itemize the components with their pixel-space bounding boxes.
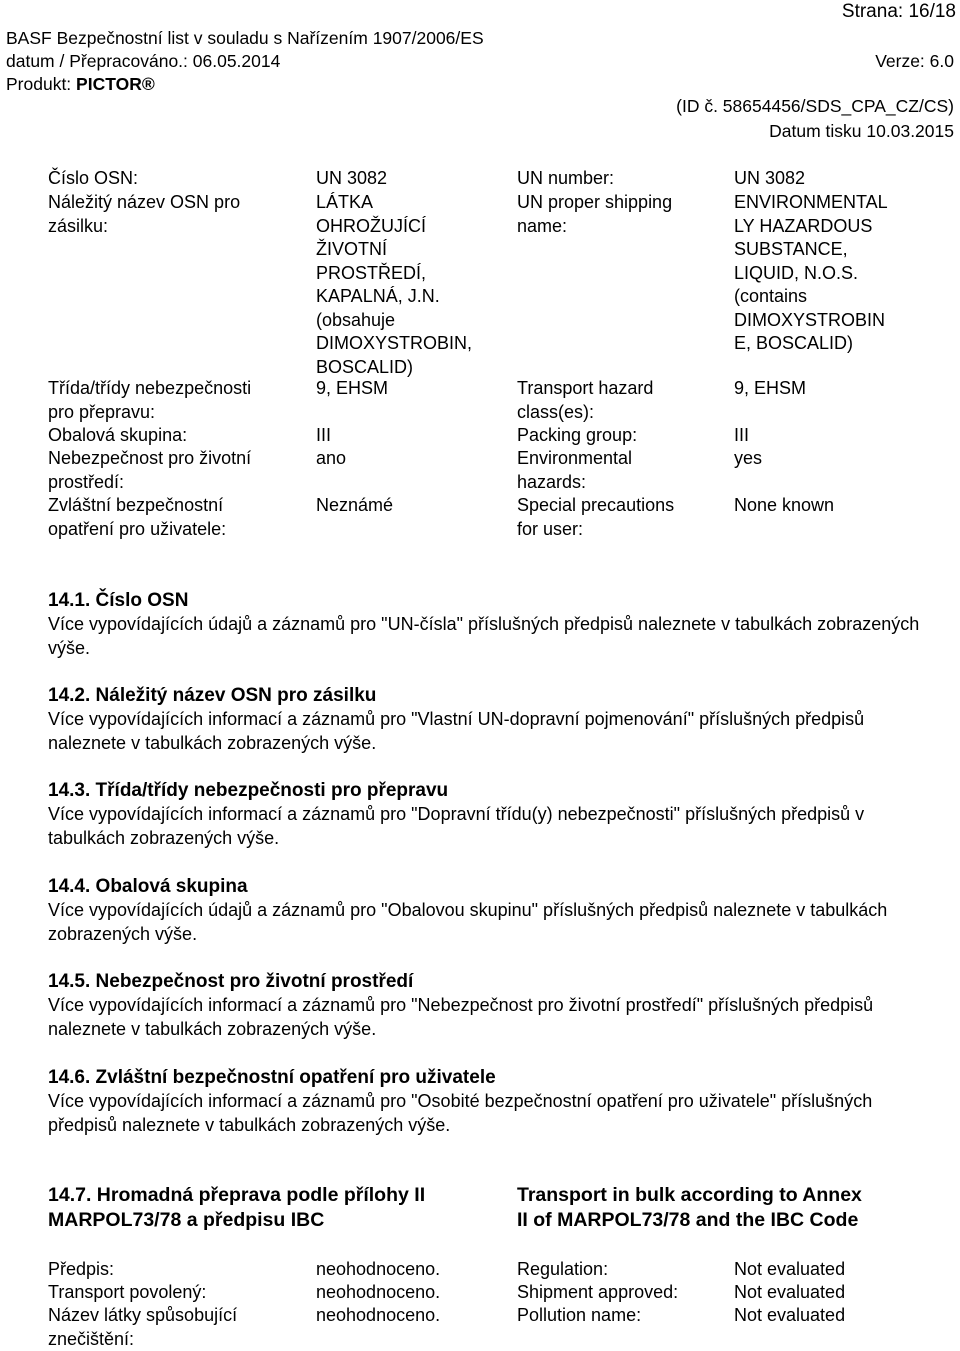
section-text: Více vypovídajících údajů a záznamů pro "Obalovou skupinu" příslušných předpisů naleznete v tabulkách zobrazených výše.: [48, 900, 888, 944]
row-value-cs: III: [316, 425, 332, 445]
row-value-en: 9, EHSM: [734, 378, 807, 398]
row-label-cs: Transport povolený:: [48, 1282, 207, 1302]
row-value-cs: neohodnoceno.: [316, 1305, 441, 1325]
row-value-cs: UN 3082: [316, 168, 388, 188]
document-title: BASF Bezpečnostní list v souladu s Nařízením 1907/2006/ES: [6, 28, 484, 48]
print-date: Datum tisku 10.03.2015: [769, 121, 954, 141]
row-value-en: III: [734, 425, 750, 445]
row-value-en: ENVIRONMENTAL LY HAZARDOUS SUBSTANCE, LIQUID, N.O.S. (contains DIMOXYSTROBIN E, BOSCALID): [734, 192, 888, 353]
section-text: Více vypovídajících informací a záznamů pro "Nebezpečnost pro životní prostředí" příslušných předpisů naleznete v tabulkách zobrazených výše.: [48, 995, 874, 1039]
row-value-en: Not evaluated: [734, 1305, 846, 1325]
section-text: Více vypovídajících informací a záznamů pro "Dopravní třídu(y) nebezpečnosti" příslušných předpisů v tabulkách zobrazených výše.: [48, 804, 865, 848]
row-label-en: Pollution name:: [517, 1305, 642, 1325]
section-heading: 14.5. Nebezpečnost pro životní prostředí: [48, 971, 414, 992]
section-heading: 14.6. Zvláštní bezpečnostní opatření pro uživatele: [48, 1067, 496, 1088]
row-label-en: Packing group:: [517, 425, 638, 445]
row-label-cs: Zvláštní bezpečnostní opatření pro uživatele:: [48, 495, 227, 539]
row-label-en: UN proper shipping name:: [517, 192, 673, 236]
row-value-en: UN 3082: [734, 168, 806, 188]
row-value-en: Not evaluated: [734, 1259, 846, 1279]
section-text: Více vypovídajících informací a záznamů pro "Osobité bezpečnostní opatření pro uživatele" příslušných předpisů naleznete v tabulkách zobrazených výše.: [48, 1091, 873, 1135]
section-text: Více vypovídajících údajů a záznamů pro "UN-čísla" příslušných předpisů naleznete v tabulkách zobrazených výše.: [48, 614, 920, 658]
row-label-en: Environmental hazards:: [517, 448, 633, 492]
row-label-cs: Číslo OSN:: [48, 168, 139, 188]
row-label-cs: Obalová skupina:: [48, 425, 188, 445]
bulk-title-cs: 14.7. Hromadná přeprava podle přílohy II MARPOL73/78 a předpisu IBC: [48, 1184, 426, 1231]
section-14-3: [48, 779, 928, 850]
row-value-en: None known: [734, 495, 835, 515]
row-label-en: Transport hazard class(es):: [517, 378, 654, 422]
section-heading: 14.2. Náležitý název OSN pro zásilku: [48, 685, 377, 706]
row-label-cs: Název látky spůsobující znečištění:: [48, 1305, 238, 1349]
row-label-en: Special precautions for user:: [517, 495, 675, 539]
row-value-en: yes: [734, 448, 763, 468]
document-id: (ID č. 58654456/SDS_CPA_CZ/CS): [676, 96, 954, 116]
row-value-cs: neohodnoceno.: [316, 1282, 441, 1302]
section-14-1: [48, 589, 928, 660]
row-label-cs: Náležitý název OSN pro zásilku:: [48, 192, 241, 236]
revision-date: datum / Přepracováno.: 06.05.2014: [6, 51, 281, 71]
page-number: Strana: 16/18: [841, 1, 956, 22]
row-value-cs: Neznámé: [316, 495, 394, 515]
section-14-2: [48, 684, 928, 755]
row-value-cs: 9, EHSM: [316, 378, 389, 398]
row-label-cs: Třída/třídy nebezpečnosti pro přepravu:: [48, 378, 252, 422]
section-14-4: [48, 875, 928, 946]
section-heading: 14.1. Číslo OSN: [48, 590, 189, 611]
row-label-cs: Nebezpečnost pro životní prostředí:: [48, 448, 252, 492]
section-14-5: [48, 970, 928, 1041]
row-label-en: UN number:: [517, 168, 615, 188]
section-heading: 14.3. Třída/třídy nebezpečnosti pro přepravu: [48, 780, 449, 801]
row-label-en: Regulation:: [517, 1259, 609, 1279]
row-value-cs: neohodnoceno.: [316, 1259, 441, 1279]
row-value-cs: LÁTKA OHROŽUJÍCÍ ŽIVOTNÍ PROSTŘEDÍ, KAPALNÁ, J.N. (obsahuje DIMOXYSTROBIN, BOSCALID): [316, 192, 473, 377]
section-text: Více vypovídajících informací a záznamů pro "Vlastní UN-dopravní pojmenování" příslušných předpisů naleznete v tabulkách zobrazených výše.: [48, 709, 865, 753]
section-heading: 14.4. Obalová skupina: [48, 876, 248, 897]
row-label-en: Shipment approved:: [517, 1282, 679, 1302]
section-14-6: [48, 1066, 928, 1137]
version: Verze: 6.0: [875, 51, 954, 71]
row-value-cs: ano: [316, 448, 347, 468]
row-label-cs: Předpis:: [48, 1259, 115, 1279]
bulk-title-en: Transport in bulk according to Annex II of MARPOL73/78 and the IBC Code: [517, 1184, 862, 1231]
product-prefix: Produkt:: [6, 74, 77, 94]
product-line: [6, 73, 155, 97]
product-name: PICTOR®: [76, 74, 155, 94]
row-value-en: Not evaluated: [734, 1282, 846, 1302]
